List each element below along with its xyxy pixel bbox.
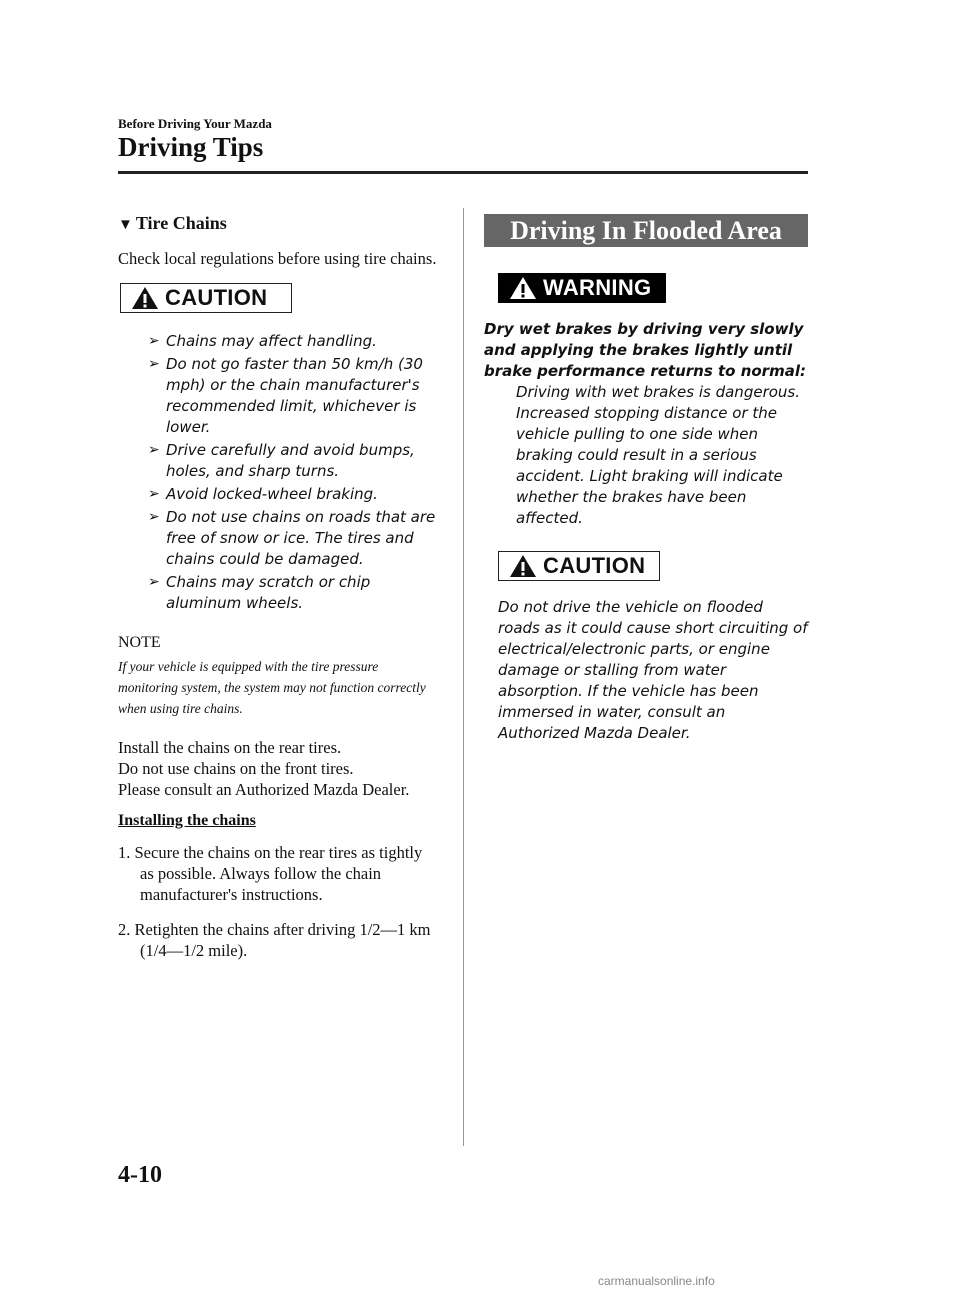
subheading: Installing the chains <box>118 812 256 829</box>
caution-label <box>498 551 660 581</box>
warning-body <box>484 319 808 529</box>
caution-label <box>120 283 292 313</box>
warning-triangle-icon <box>131 286 159 310</box>
list-item: ➢ Do not go faster than 50 km/h (30 mph) or the chain manufacturer's recommended limit, whichever is lower. <box>148 355 423 436</box>
arrow-right-icon: ➢ <box>148 356 160 372</box>
caution-list <box>118 331 438 614</box>
warning-triangle-icon <box>509 554 537 578</box>
intro-text: Check local regulations before using tire chains. <box>118 249 437 268</box>
page-number: 4-10 <box>118 1162 162 1188</box>
arrow-right-icon: ➢ <box>148 486 160 502</box>
list-item: ➢ Chains may scratch or chip aluminum wheels. <box>148 573 371 612</box>
left-column <box>118 213 438 975</box>
triangle-down-icon: ▼ <box>118 217 133 233</box>
install-text: Install the chains on the rear tires. Do not use chains on the front tires. Please consult an Authorized Mazda Dealer. <box>118 738 410 799</box>
note-text: If your vehicle is equipped with the tire pressure monitoring system, the system may not function correctly when using tire chains. <box>118 659 426 716</box>
step-1: 1. Secure the chains on the rear tires as tightly as possible. Always follow the chain manufacturer's instructions. <box>118 843 423 904</box>
list-item: ➢ Avoid locked-wheel braking. <box>148 485 378 503</box>
warning-text: WARNING <box>543 275 652 300</box>
header-rule <box>118 171 808 174</box>
footer-watermark: carmanualsonline.info <box>598 1274 715 1288</box>
step-2: 2. Retighten the chains after driving 1/2―1 km (1/4―1/2 mile). <box>118 920 431 960</box>
column-divider <box>463 208 464 1146</box>
note-heading: NOTE <box>118 634 161 651</box>
caution-text: CAUTION <box>165 285 268 310</box>
arrow-right-icon: ➢ <box>148 509 160 525</box>
warning-triangle-icon <box>509 276 537 300</box>
arrow-right-icon: ➢ <box>148 442 160 458</box>
caution-text: CAUTION <box>543 553 646 578</box>
arrow-right-icon: ➢ <box>148 574 160 590</box>
list-item: ➢ Chains may affect handling. <box>148 332 377 350</box>
section-banner: Driving In Flooded Area <box>484 214 808 247</box>
section-heading <box>118 213 438 234</box>
arrow-right-icon: ➢ <box>148 333 160 349</box>
list-item: ➢ Drive carefully and avoid bumps, holes, and sharp turns. <box>148 441 415 480</box>
warning-detail: Driving with wet brakes is dangerous. Increased stopping distance or the vehicle pulling to one side when braking could result in a serious accident. Light braking will indicate whether the brakes have been affected. <box>516 383 800 527</box>
caution-body: Do not drive the vehicle on flooded roads as it could cause short circuiting of electrical/electronic parts, or engine damage or stalling from water absorption. If the vehicle has been immersed in water, consult an Authorized Mazda Dealer. <box>498 598 808 742</box>
warning-label <box>498 273 666 303</box>
page-title: Driving Tips <box>118 132 264 162</box>
warning-lead: Dry wet brakes by driving very slowly and applying the brakes lightly until brake performance returns to normal: <box>484 320 806 380</box>
right-column <box>484 214 808 744</box>
breadcrumb: Before Driving Your Mazda <box>118 116 272 131</box>
list-item: ➢ Do not use chains on roads that are free of snow or ice. The tires and chains could be damaged. <box>148 508 436 568</box>
section-heading-text: Tire Chains <box>135 213 227 233</box>
